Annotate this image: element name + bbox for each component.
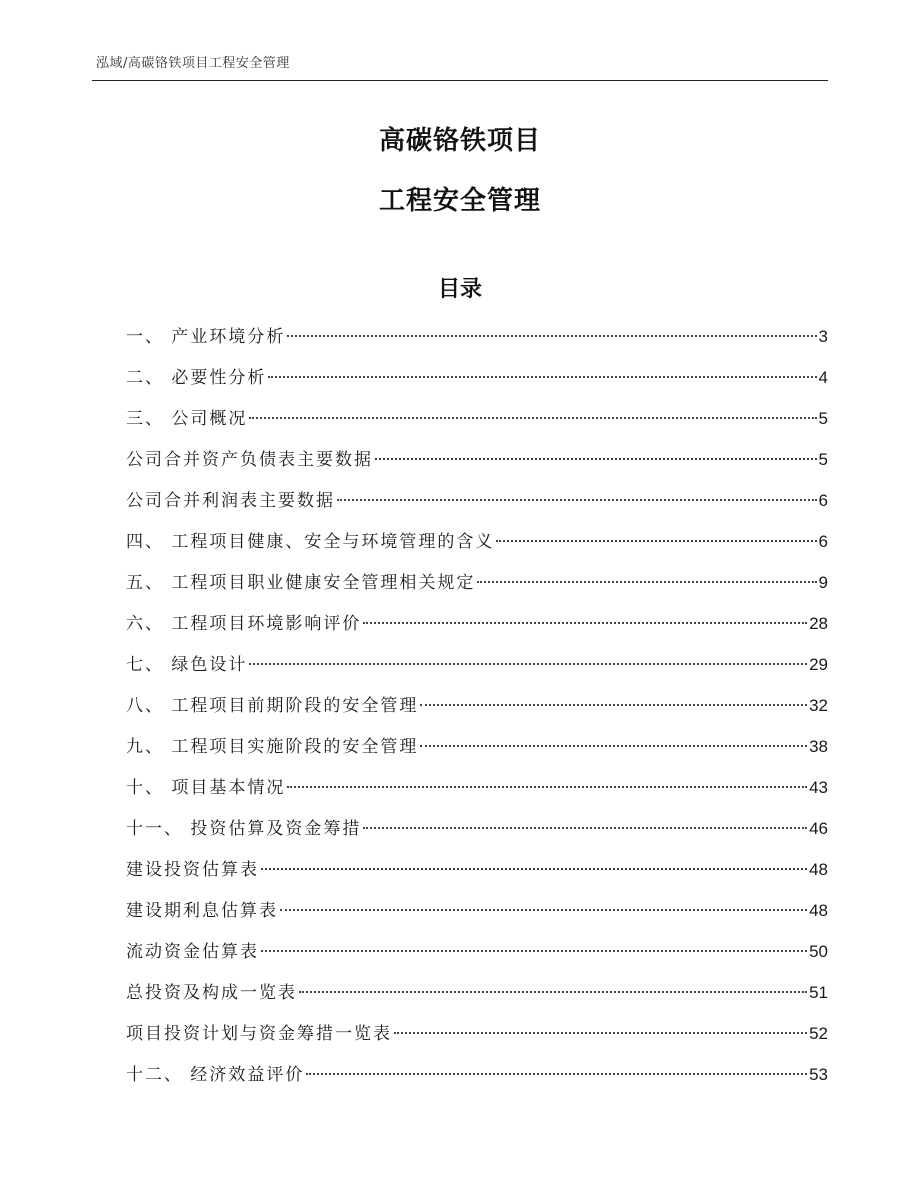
toc-entry-page: 28	[809, 614, 828, 633]
toc-entry-label: 公司合并利润表主要数据	[126, 491, 335, 511]
toc-entry-label: 建设期利息估算表	[126, 901, 278, 921]
toc-heading: 目录	[437, 277, 482, 302]
document-title-line-2: 工程安全管理	[378, 186, 541, 216]
toc-entry-page: 46	[809, 819, 828, 838]
toc-leader-dots	[268, 376, 816, 378]
toc-entry-label: 六、 工程项目环境影响评价	[126, 614, 362, 634]
toc-leader-dots	[420, 704, 807, 706]
toc-entry-label: 十一、 投资估算及资金筹措	[126, 819, 362, 839]
toc-entry[interactable]	[126, 362, 828, 403]
toc-entry-label: 公司合并资产负债表主要数据	[126, 450, 373, 470]
toc-leader-dots	[249, 663, 807, 665]
toc-entry[interactable]	[126, 526, 828, 567]
toc-entry-label: 七、 绿色设计	[126, 655, 248, 675]
toc-entry-label: 十二、 经济效益评价	[126, 1065, 305, 1085]
toc-entry-page: 48	[809, 901, 828, 920]
toc-entry-label: 流动资金估算表	[126, 942, 259, 962]
toc-entry-label: 十、 项目基本情况	[126, 778, 286, 798]
toc-entry-label: 二、 必要性分析	[126, 368, 267, 388]
toc-leader-dots	[363, 622, 807, 624]
toc-leader-dots	[261, 868, 807, 870]
toc-entry-page: 29	[809, 655, 828, 674]
toc-entry[interactable]	[126, 813, 828, 854]
toc-entry-label: 四、 工程项目健康、安全与环境管理的含义	[126, 532, 495, 552]
toc-leader-dots	[287, 335, 816, 337]
running-header: 泓域/高碳铬铁项目工程安全管理	[96, 56, 290, 71]
toc-entry-page: 48	[809, 860, 828, 879]
toc-leader-dots	[420, 745, 807, 747]
toc-entry-page: 32	[809, 696, 828, 715]
toc-leader-dots	[496, 540, 816, 542]
toc-entry[interactable]	[126, 321, 828, 362]
table-of-contents	[126, 321, 828, 1100]
toc-entry-label: 项目投资计划与资金筹措一览表	[126, 1024, 392, 1044]
toc-leader-dots	[261, 950, 807, 952]
document-title-line-1: 高碳铬铁项目	[378, 126, 541, 156]
toc-entry[interactable]	[126, 403, 828, 444]
toc-entry-label: 三、 公司概况	[126, 409, 248, 429]
toc-entry[interactable]	[126, 731, 828, 772]
toc-entry-page: 3	[818, 327, 828, 346]
toc-entry-page: 4	[818, 368, 828, 387]
toc-entry-page: 6	[818, 491, 828, 510]
toc-entry[interactable]	[126, 1018, 828, 1059]
toc-entry-page: 53	[809, 1065, 828, 1084]
toc-leader-dots	[477, 581, 816, 583]
toc-entry[interactable]	[126, 444, 828, 485]
toc-leader-dots	[337, 499, 817, 501]
toc-entry-page: 51	[809, 983, 828, 1002]
toc-entry-page: 50	[809, 942, 828, 961]
toc-entry[interactable]	[126, 936, 828, 977]
toc-entry[interactable]	[126, 608, 828, 649]
toc-entry-page: 5	[818, 409, 828, 428]
toc-entry-label: 一、 产业环境分析	[126, 327, 286, 347]
toc-entry[interactable]	[126, 567, 828, 608]
toc-leader-dots	[375, 458, 817, 460]
header-divider	[92, 80, 828, 81]
toc-entry-page: 5	[818, 450, 828, 469]
toc-entry[interactable]	[126, 485, 828, 526]
toc-entry-label: 建设投资估算表	[126, 860, 259, 880]
toc-leader-dots	[306, 1073, 807, 1075]
toc-leader-dots	[249, 417, 816, 419]
toc-entry-label: 总投资及构成一览表	[126, 983, 297, 1003]
toc-entry[interactable]	[126, 895, 828, 936]
toc-entry[interactable]	[126, 1059, 828, 1100]
toc-entry[interactable]	[126, 649, 828, 690]
toc-leader-dots	[280, 909, 807, 911]
toc-leader-dots	[299, 991, 807, 993]
toc-leader-dots	[287, 786, 807, 788]
toc-entry-label: 八、 工程项目前期阶段的安全管理	[126, 696, 419, 716]
toc-entry-label: 九、 工程项目实施阶段的安全管理	[126, 737, 419, 757]
toc-entry-page: 52	[809, 1024, 828, 1043]
toc-entry[interactable]	[126, 772, 828, 813]
toc-leader-dots	[363, 827, 807, 829]
toc-leader-dots	[394, 1032, 807, 1034]
toc-entry[interactable]	[126, 854, 828, 895]
toc-entry-page: 9	[818, 573, 828, 592]
toc-entry[interactable]	[126, 977, 828, 1018]
toc-entry[interactable]	[126, 690, 828, 731]
toc-entry-page: 43	[809, 778, 828, 797]
toc-entry-page: 38	[809, 737, 828, 756]
toc-entry-page: 6	[818, 532, 828, 551]
toc-entry-label: 五、 工程项目职业健康安全管理相关规定	[126, 573, 476, 593]
